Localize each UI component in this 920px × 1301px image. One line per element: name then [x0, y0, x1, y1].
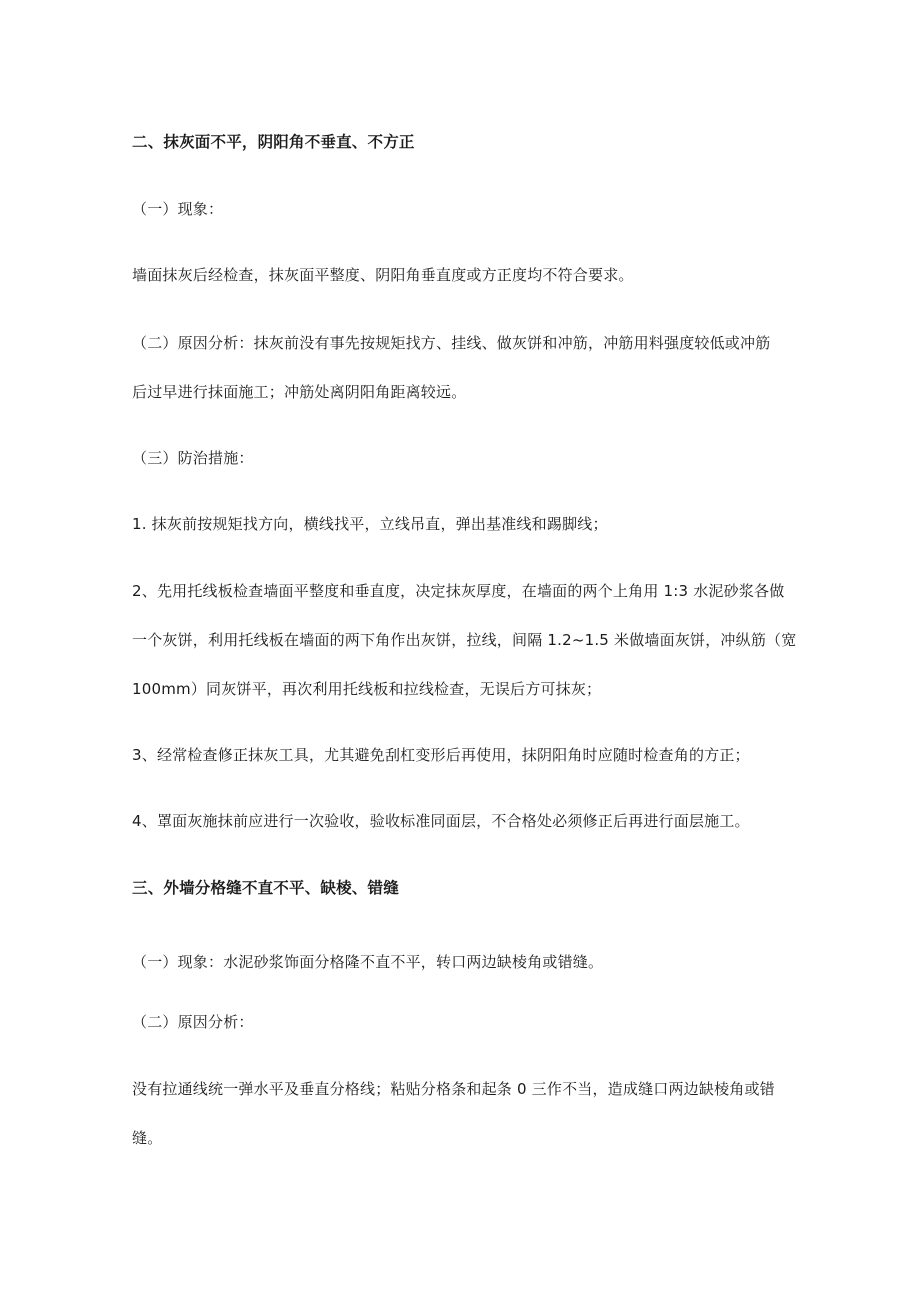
section-2-phenomenon-label: （一）现象： — [132, 200, 224, 218]
section-2-measure-1: 1. 抹灰前按规矩找方向，横线找平，立线吊直，弹出基准线和踢脚线； — [132, 515, 608, 533]
section-3-cause-label: （二）原因分析： — [132, 1013, 254, 1031]
section-3-cause-line-1: 没有拉通线统一弹水平及垂直分格线；粘贴分格条和起条 0 三作不当，造成缝口两边缺棱角或错 — [132, 1080, 775, 1098]
section-2-measure-2-line-1: 2、先用托线板检查墙面平整度和垂直度，决定抹灰厚度，在墙面的两个上角用 1:3 水泥砂浆各做 — [132, 582, 785, 600]
section-2-measure-2-line-3: 100mm）同灰饼平，再次利用托线板和拉线检查，无误后方可抹灰； — [132, 680, 602, 698]
section-2-measure-3: 3、经常检查修正抹灰工具，尤其避免刮杠变形后再使用，抹阴阳角时应随时检查角的方正； — [132, 746, 750, 764]
section-2-cause-line-1: （二）原因分析：抹灰前没有事先按规矩找方、挂线、做灰饼和冲筋，冲筋用料强度较低或冲筋 — [132, 334, 771, 352]
section-3-cause-line-2: 缝。 — [132, 1129, 163, 1147]
section-3-heading: 三、外墙分格缝不直不平、缺棱、错缝 — [132, 879, 399, 897]
section-2-measure-4: 4、罩面灰施抹前应进行一次验收，验收标准同面层，不合格处必须修正后再进行面层施工。 — [132, 812, 750, 830]
section-3-phenomenon: （一）现象：水泥砂浆饰面分格隆不直不平，转口两边缺棱角或错缝。 — [132, 953, 604, 971]
section-2-measures-label: （三）防治措施： — [132, 449, 254, 467]
section-2-cause-line-2: 后过早进行抹面施工；冲筋处离阴阳角距离较远。 — [132, 383, 467, 401]
section-2-measure-2-line-2: 一个灰饼，利用托线板在墙面的两下角作出灰饼，拉线，间隔 1.2~1.5 米做墙面灰饼，冲纵筋（宽 — [132, 631, 797, 649]
section-2-phenomenon-text: 墙面抹灰后经检查，抹灰面平整度、阴阳角垂直度或方正度均不符合要求。 — [132, 266, 634, 284]
section-2-heading: 二、抹灰面不平，阴阳角不垂直、不方正 — [132, 133, 415, 151]
